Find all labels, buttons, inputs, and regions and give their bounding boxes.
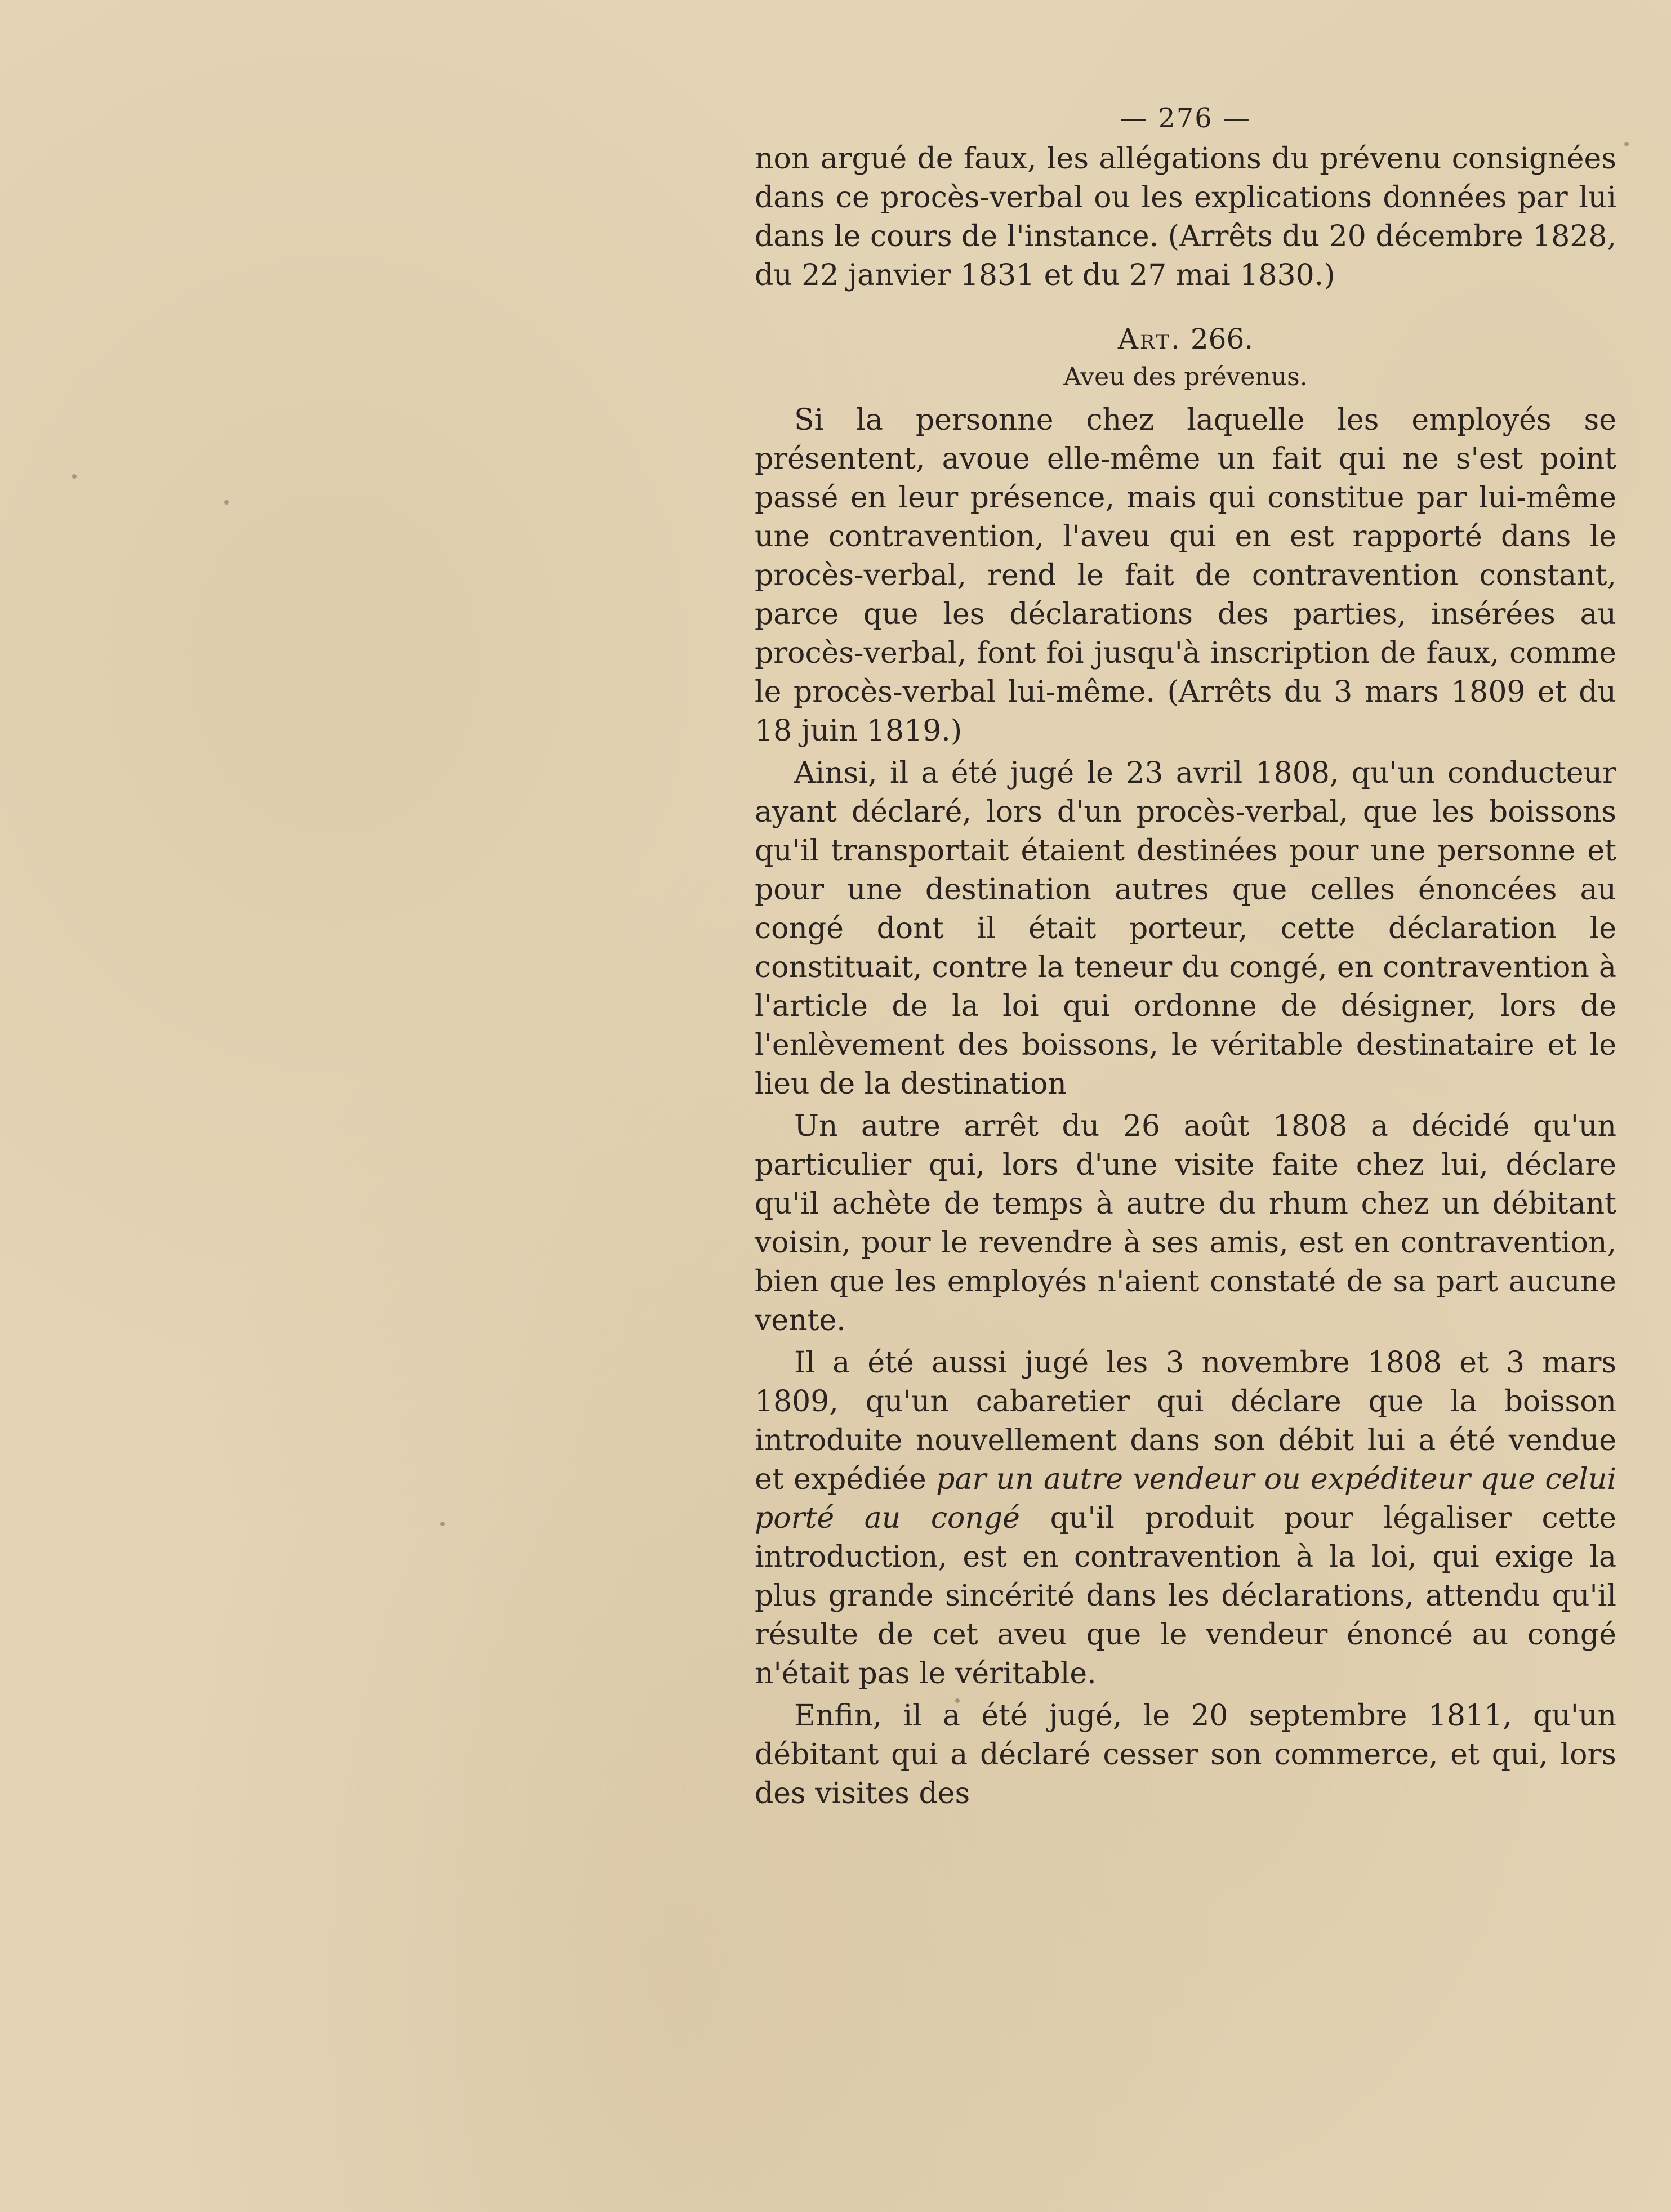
- page-number: — 276 —: [1120, 102, 1251, 134]
- continued-paragraph: non argué de faux, les allégations du prévenu consignées dans ce procès-verbal ou les explications données par lui dans le cours de l'instance. (Arrêts du 20 décembre 1828, du 22 janvier 1831 et du 27 mai 1830.): [755, 142, 1616, 292]
- paragraph-4: [755, 1344, 1616, 1693]
- paragraph-5: Enfin, il a été jugé, le 20 septembre 1811, qu'un débitant qui a déclaré cesser son commerce, et qui, lors des visites des: [755, 1699, 1616, 1810]
- text-column: [755, 101, 1616, 1813]
- paragraph-1: Si la personne chez laquelle les employés se présentent, avoue elle-même un fait qui ne s'est point passé en leur présence, mais qui constitue par lui-même une contravention, l'aveu qui en est rapporté dans le procès-verbal, rend le fait de contravention constant, parce que les déclarations des parties, insérées au procès-verbal, font foi jusqu'à inscription de faux, comme le procès-verbal lui-même. (Arrêts du 3 mars 1809 et du 18 juin 1819.): [755, 403, 1616, 748]
- paper-speck: [224, 500, 229, 505]
- article-title: Aveu des prévenus.: [1063, 363, 1308, 391]
- paragraph-4-start: Il a été aussi jugé les 3 novembre 1808 et 3 mars 1809, qu'un cabaretier qui déclare que la boisson introduite nouvellement dans son débit lui a été vendue et expédiée: [755, 1346, 1616, 1496]
- paper-speck: [72, 474, 77, 479]
- article-heading: [755, 322, 1616, 356]
- paragraph-4-end: qu'il produit pour légaliser cette introduction, est en contravention à la loi, qui exige la plus grande sincérité dans les déclarations, attendu qu'il résulte de cet aveu que le vendeur énoncé au congé n'était pas le véritable.: [755, 1501, 1616, 1691]
- article-number: 266.: [1190, 323, 1254, 355]
- paragraph-3: Un autre arrêt du 26 août 1808 a décidé qu'un particulier qui, lors d'une visite faite chez lui, déclare qu'il achète de temps à autre du rhum chez un débitant voisin, pour le revendre à ses amis, est en contravention, bien que les employés n'aient constaté de sa part aucune vente.: [755, 1109, 1616, 1337]
- paragraph-2: Ainsi, il a été jugé le 23 avril 1808, qu'un conducteur ayant déclaré, lors d'un procès-verbal, que les boissons qu'il transportait étaient destinées pour une personne et pour une destination autres que celles énoncées au congé dont il était porteur, cette déclaration le constituait, contre la teneur du congé, en contravention à l'article de la loi qui ordonne de désigner, lors de l'enlèvement des boissons, le véritable destinataire et le lieu de la destination: [755, 756, 1616, 1101]
- paper-speck: [440, 1522, 445, 1526]
- paragraph-4-italic: par un autre vendeur ou expéditeur que celui porté au congé: [755, 1462, 1616, 1535]
- article-label: Art.: [1117, 323, 1182, 355]
- paper-speck: [1624, 142, 1629, 146]
